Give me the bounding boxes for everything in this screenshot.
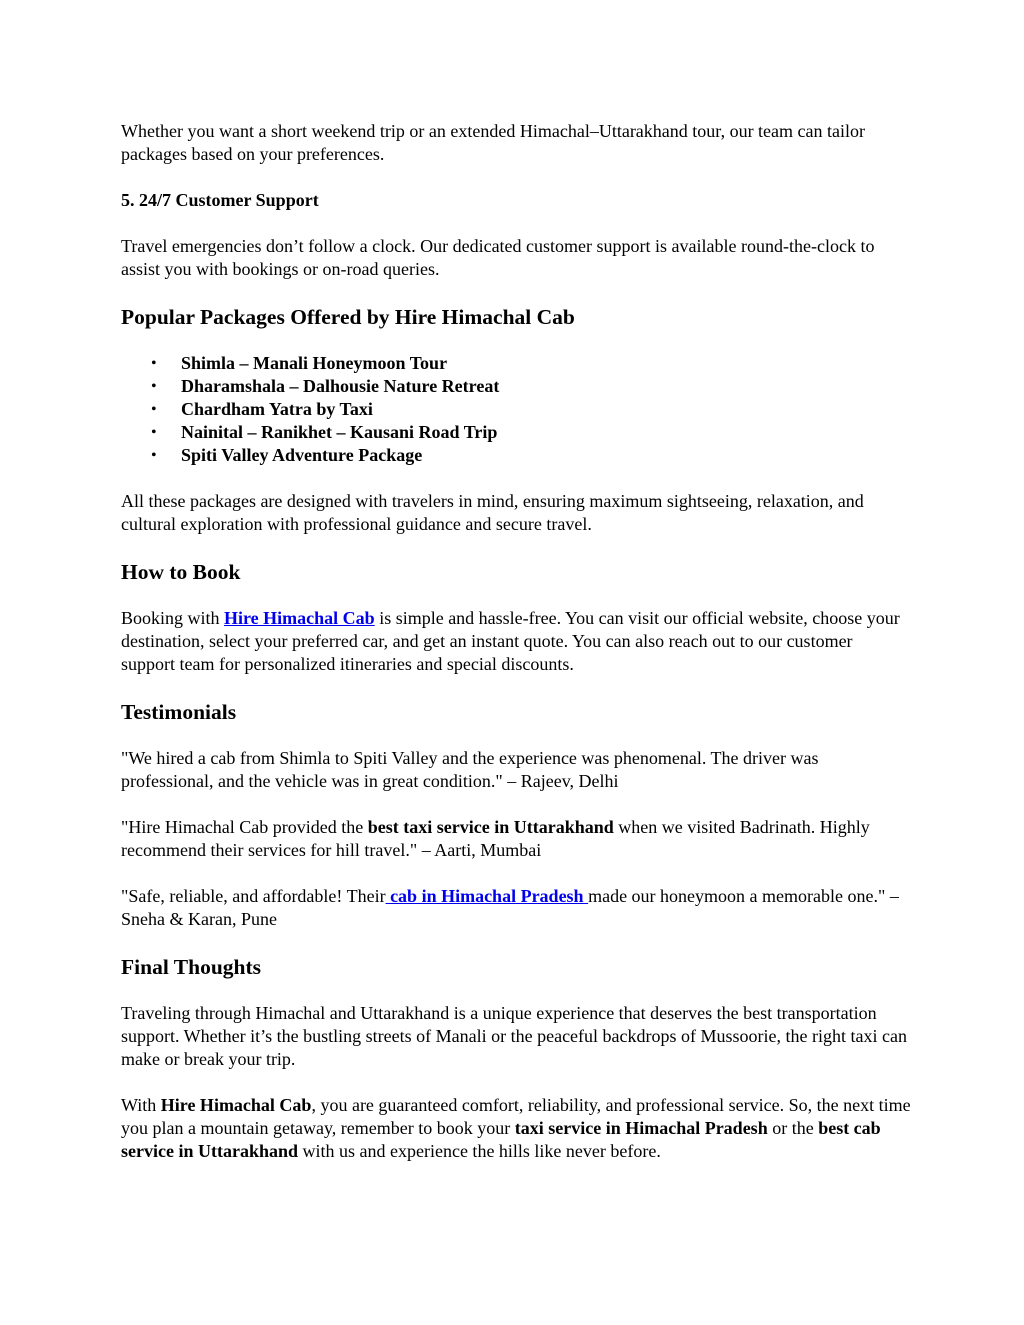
how-to-book-paragraph [121, 607, 911, 676]
final-bold-uttarakhand: best cab service in Uttarakhand [121, 1118, 881, 1161]
bullet-icon: • [151, 401, 157, 418]
testimonial-3-text-a: "Safe, reliable, and affordable! Their [121, 886, 386, 906]
final-paragraph-1: Traveling through Himachal and Uttarakhand is a unique experience that deserves the best transportation support. Whether it’s the bustling streets of Manali or the peaceful backdrops of Mussoorie, the right taxi can make or break your trip. [121, 1003, 907, 1069]
package-label: Shimla – Manali Honeymoon Tour [181, 353, 448, 373]
final-paragraph-2 [121, 1094, 911, 1163]
support-heading: 5. 24/7 Customer Support [121, 190, 319, 210]
packages-list [121, 352, 911, 467]
package-label: Dharamshala – Dalhousie Nature Retreat [181, 376, 500, 396]
final-bold-himachal: taxi service in Himachal Pradesh [514, 1118, 768, 1138]
list-item [151, 421, 911, 444]
final-bold-brand: Hire Himachal Cab [160, 1095, 312, 1115]
package-label: Nainital – Ranikhet – Kausani Road Trip [181, 422, 498, 442]
cab-in-himachal-pradesh-link[interactable]: cab in Himachal Pradesh [385, 886, 589, 906]
bullet-icon: • [151, 447, 157, 464]
testimonials-heading: Testimonials [121, 700, 237, 724]
bullet-icon: • [151, 424, 157, 441]
testimonial-2-text-a: "Hire Himachal Cab provided the [121, 817, 368, 837]
packages-summary: All these packages are designed with travelers in mind, ensuring maximum sightseeing, relaxation, and cultural exploration with professional guidance and secure travel. [121, 491, 864, 534]
testimonial-2-bold: best taxi service in Uttarakhand [367, 817, 614, 837]
hire-himachal-cab-link[interactable]: Hire Himachal Cab [224, 608, 375, 628]
testimonial-2 [121, 816, 911, 862]
final-text-c: , you are guaranteed comfort, reliability, and professional service. So, the next time you plan a mountain getaway, remember to book your [121, 1095, 911, 1138]
document-page [121, 120, 911, 1186]
bullet-icon: • [151, 378, 157, 395]
list-item [151, 444, 911, 467]
testimonial-1: "We hired a cab from Shimla to Spiti Valley and the experience was phenomenal. The driver was professional, and the vehicle was in great condition." – Rajeev, Delhi [121, 748, 819, 791]
list-item [151, 352, 911, 375]
testimonial-3 [121, 885, 911, 931]
support-paragraph: Travel emergencies don’t follow a clock. Our dedicated customer support is available round-the-clock to assist you with bookings or on-road queries. [121, 236, 875, 279]
testimonial-2-text-b: when we visited Badrinath. Highly recommend their services for hill travel." – Aarti, Mumbai [121, 817, 870, 860]
how-to-book-text-a: Booking with [121, 608, 225, 628]
how-to-book-text-b: is simple and hassle-free. You can visit our official website, choose your destination, select your preferred car, and get an instant quote. You can also reach out to our customer support team for personalized itineraries and special discounts. [121, 608, 900, 674]
testimonial-3-text-b: made our honeymoon a memorable one." – Sneha & Karan, Pune [121, 886, 899, 929]
packages-heading: Popular Packages Offered by Hire Himachal Cab [121, 305, 575, 329]
package-label: Chardham Yatra by Taxi [181, 399, 373, 419]
intro-paragraph: Whether you want a short weekend trip or an extended Himachal–Uttarakhand tour, our team can tailor packages based on your preferences. [121, 121, 866, 164]
final-text-g: with us and experience the hills like never before. [298, 1141, 661, 1161]
list-item [151, 375, 911, 398]
list-item [151, 398, 911, 421]
package-label: Spiti Valley Adventure Package [181, 445, 423, 465]
bullet-icon: • [151, 355, 157, 372]
final-thoughts-heading: Final Thoughts [121, 955, 262, 979]
final-text-a: With [121, 1095, 161, 1115]
final-text-e: or the [767, 1118, 819, 1138]
how-to-book-heading: How to Book [121, 560, 241, 584]
